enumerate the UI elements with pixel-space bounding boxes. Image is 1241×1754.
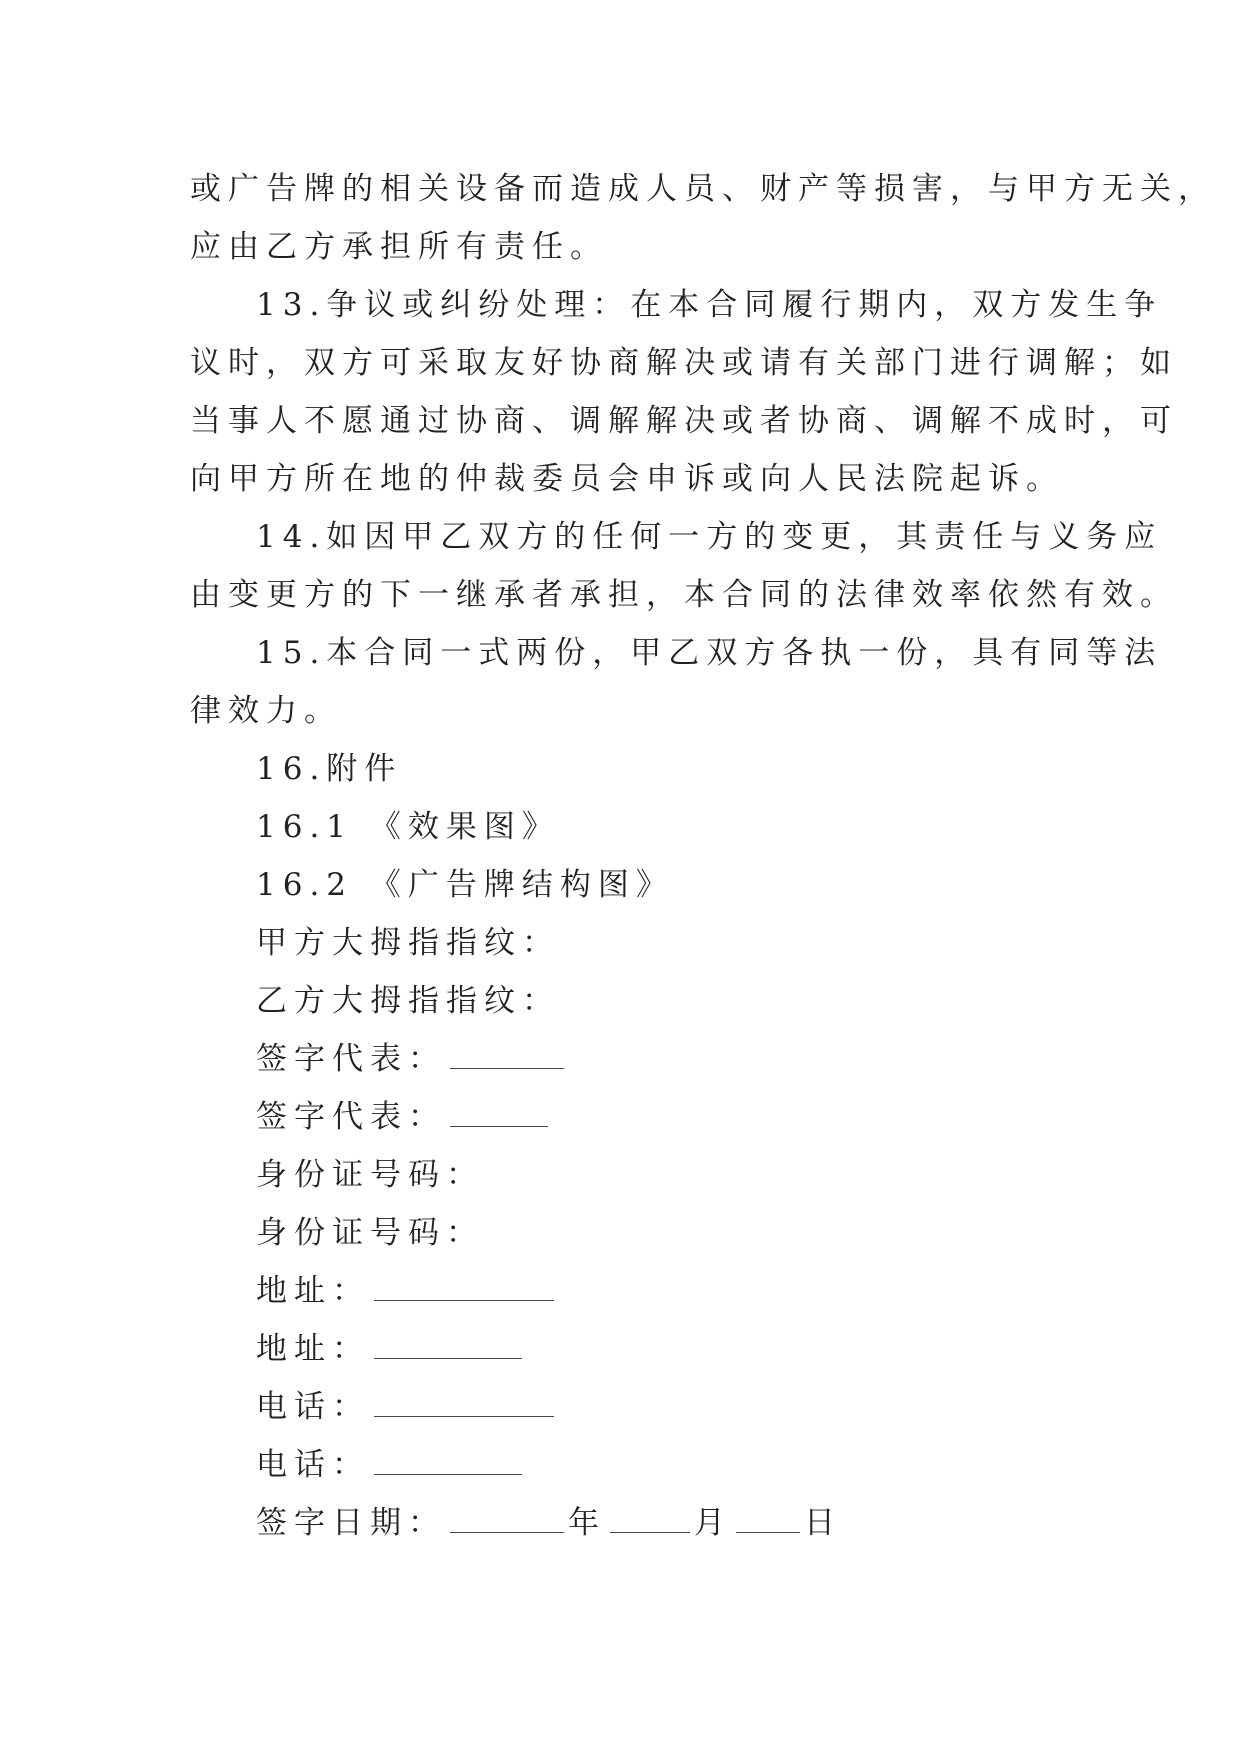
phone-a-blank[interactable]	[374, 1386, 554, 1417]
clause-15-line: 律效力。	[190, 693, 342, 729]
sign-representative-label: 签字代表：	[256, 1099, 446, 1135]
address-a-blank[interactable]	[374, 1270, 554, 1301]
id-number-b-label: 身份证号码：	[256, 1215, 484, 1251]
day-label: 日	[804, 1505, 842, 1541]
attachment-16-2: 16.2 《广告牌结构图》	[256, 867, 674, 903]
year-label: 年	[568, 1505, 606, 1541]
month-blank[interactable]	[610, 1502, 690, 1533]
clause-15-line: 15.本合同一式两份，甲乙双方各执一份，具有同等法	[256, 635, 1163, 671]
sign-representative-b-row	[190, 1088, 1070, 1146]
sign-representative-b-blank[interactable]	[450, 1096, 548, 1127]
clause-13-line: 议时，双方可采取友好协商解决或请有关部门进行调解；如	[190, 345, 1178, 381]
address-label: 地址：	[256, 1273, 370, 1309]
document-body	[190, 160, 1216, 1552]
address-b-blank[interactable]	[374, 1328, 522, 1359]
clause-13-line: 当事人不愿通过协商、调解解决或者协商、调解不成时，可	[190, 403, 1178, 439]
sign-date-row	[190, 1494, 1070, 1552]
paragraph-line: 或广告牌的相关设备而造成人员、财产等损害，与甲方无关，	[190, 171, 1216, 207]
address-label: 地址：	[256, 1331, 370, 1367]
clause-13-line: 13.争议或纠纷处理：在本合同履行期内，双方发生争	[256, 287, 1163, 323]
party-a-thumbprint-label: 甲方大拇指指纹：	[256, 925, 560, 961]
clause-13-line: 向甲方所在地的仲裁委员会申诉或向人民法院起诉。	[190, 461, 1064, 497]
id-number-a-label: 身份证号码：	[256, 1157, 484, 1193]
day-blank[interactable]	[736, 1502, 800, 1533]
phone-label: 电话：	[256, 1447, 370, 1483]
year-blank[interactable]	[450, 1502, 564, 1533]
sign-representative-a-blank[interactable]	[450, 1038, 564, 1069]
clause-14-line: 由变更方的下一继承者承担，本合同的法律效率依然有效。	[190, 577, 1178, 613]
clause-16-heading: 16.附件	[256, 751, 403, 787]
phone-b-blank[interactable]	[374, 1444, 522, 1475]
address-a-row	[190, 1262, 1070, 1320]
attachment-16-1: 16.1 《效果图》	[256, 809, 560, 845]
sign-representative-label: 签字代表：	[256, 1041, 446, 1077]
phone-b-row	[190, 1436, 1070, 1494]
paragraph-line: 应由乙方承担所有责任。	[190, 229, 608, 265]
month-label: 月	[694, 1505, 732, 1541]
sign-representative-a-row	[190, 1030, 1070, 1088]
phone-label: 电话：	[256, 1389, 370, 1425]
phone-a-row	[190, 1378, 1070, 1436]
party-b-thumbprint-label: 乙方大拇指指纹：	[256, 983, 560, 1019]
sign-date-label: 签字日期：	[256, 1505, 446, 1541]
clause-14-line: 14.如因甲乙双方的任何一方的变更，其责任与义务应	[256, 519, 1163, 555]
address-b-row	[190, 1320, 1070, 1378]
